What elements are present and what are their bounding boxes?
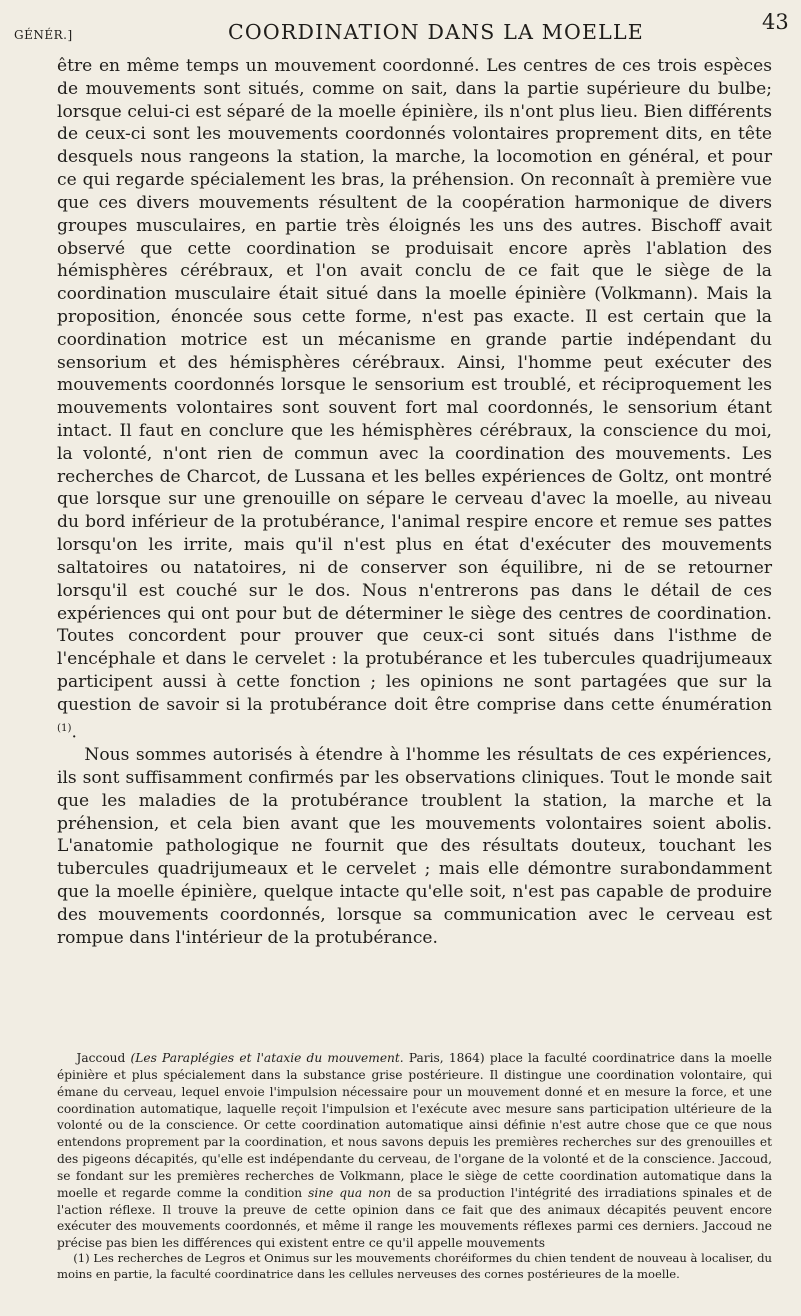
paragraph-2: Nous sommes autorisés à étendre à l'homme les résultats de ces expériences, ils sont suffisamment confirmés par les observations cliniques. Tout le monde sait que les maladies de la protubérance troublent la station, la marche et la préhension, et cela bien avant que les mouvements volontaires soient abolis. L'anatomie pathologique ne fournit que des résultats douteux, touchant les tubercules quadrijumeaux et le cervelet ; mais elle démontre surabondamment que la moelle épinière, quelque intacte qu'elle soit, n'est pas capable de produire des mouvements coordonnés, lorsque sa communication avec le cerveau est rompue dans l'intérieur de la protubérance. [57,745,772,948]
paragraph-1-end: . [71,722,77,743]
note-text-end: de sa production l'intégrité des irradiations spinales et de l'action réflexe. Il trouve la preuve de cette opinion dans ce fait que des animaux décapités peuvent encore exécuter des mouvements coordonnés, et même il range les mouvements réflexes parmi ces derniers. Jaccoud ne précise pas bien les différences qui existent entre ce qu'il appelle mouvements [57,1185,772,1251]
footnote-ref: (1) [57,721,72,734]
paragraph-1 [57,55,772,744]
main-text [57,55,772,949]
page-number: 43 [762,10,789,34]
footnote [57,1250,772,1282]
note-text: Paris, 1864) place la faculté coordinatrice dans la moelle épinière et plus spécialement dans la substance grise postérieure. Il distingue une coordination volontaire, qui émane du cerveau, lequel envoie l'impulsion nécessaire pour un mouvement donné et en mesure la force, et une coordination automatique, laquelle reçoit l'impulsion et l'exécute avec mesure sans participation ultérieure de la volonté ou de la conscience. Or cette coordination automatique ainsi définie n'est autre chose que ce que nous entendons proprement par la coordination, et nous savons depuis les premières recherches sur des grenouilles et des pigeons décapités, qu'elle est indépendante du cerveau, de l'organe de la volonté et de la conscience. Jaccoud, se fondant sur les premières recherches de Volkmann, place le siège de cette coordination automatique dans la moelle et regarde comme la condition [57,1051,772,1200]
running-header [0,0,801,50]
section-marker: GÉNÉR.] [14,28,73,42]
note-block [57,1050,772,1252]
note-work-title: (Les Paraplégies et l'ataxie du mouvement. [130,1051,404,1065]
paragraph-1-text: être en même temps un mouvement coordonné. Les centres de ces trois espèces de mouvements sont situés, comme on sait, dans la partie supérieure du bulbe; lorsque celui-ci est séparé de la moelle épinière, ils n'ont plus lieu. Bien différents de ceux-ci sont les mouvements coordonnés volontaires proprement dits, en tête desquels nous rangeons la station, la marche, la locomotion en général, et pour ce qui regarde spécialement les bras, la préhension. On reconnaît à première vue que ces divers mouvements résultent de la coopération harmonique de divers groupes musculaires, en partie très éloignés les uns des autres. Bischoff avait observé que cette coordination se produisait encore après l'ablation des hémisphères cérébraux, et l'on avait conclu de ce fait que le siège de la coordination musculaire était situé dans la moelle épinière (Volkmann). Mais la proposition, énoncée sous cette forme, n'est pas exacte. Il est certain que la coordination motrice est un mécanisme en grande partie indépendant du sensorium et des hémisphères cérébraux. Ainsi, l'homme peut exécuter des mouvements coordonnés lorsque le sensorium est troublé, et réciproquement les mouvements volontaires sont souvent fort mal coordonnés, le sensorium étant intact. Il faut en conclure que les hémisphères cérébraux, la conscience du moi, la volonté, n'ont rien de commun avec la coordination des mouvements. Les recherches de Charcot, de Lussana et les belles expériences de Goltz, ont montré que lorsque sur une grenouille on sépare le cerveau d'avec la moelle, au niveau du bord inférieur de la protubérance, l'animal respire encore et remue ses pattes lorsqu'on les irrite, mais qu'il n'est plus en état d'exécuter des mouvements saltatoires ou natatoires, ni de conserver son équilibre, ni de se retourner lorsqu'il est couché sur le dos. Nous n'entrerons pas dans le détail de ces expériences qui ont pour but de déterminer le siège des centres de coordination. Toutes concordent pour prouver que ceux-ci sont situés dans l'isthme de l'encéphale et dans le cervelet : la protubérance et les tubercules quadrijumeaux participent aussi à cette fonction ; les opinions ne sont partagées que sur la question de savoir si la protubérance doit être comprise dans cette énumération [57,56,772,715]
note-paragraph [57,1050,772,1252]
note-latin-phrase: sine qua non [308,1185,392,1200]
footnote-text: (1) Les recherches de Legros et Onimus sur les mouvements choréiformes du chien tendent de nouveau à localiser, du moins en partie, la faculté coordinatrice dans les cellules nerveuses des cornes postérieures de la moelle. [57,1251,772,1281]
note-author: Jaccoud [76,1051,126,1065]
running-title: COORDINATION DANS LA MOELLE [228,20,644,44]
